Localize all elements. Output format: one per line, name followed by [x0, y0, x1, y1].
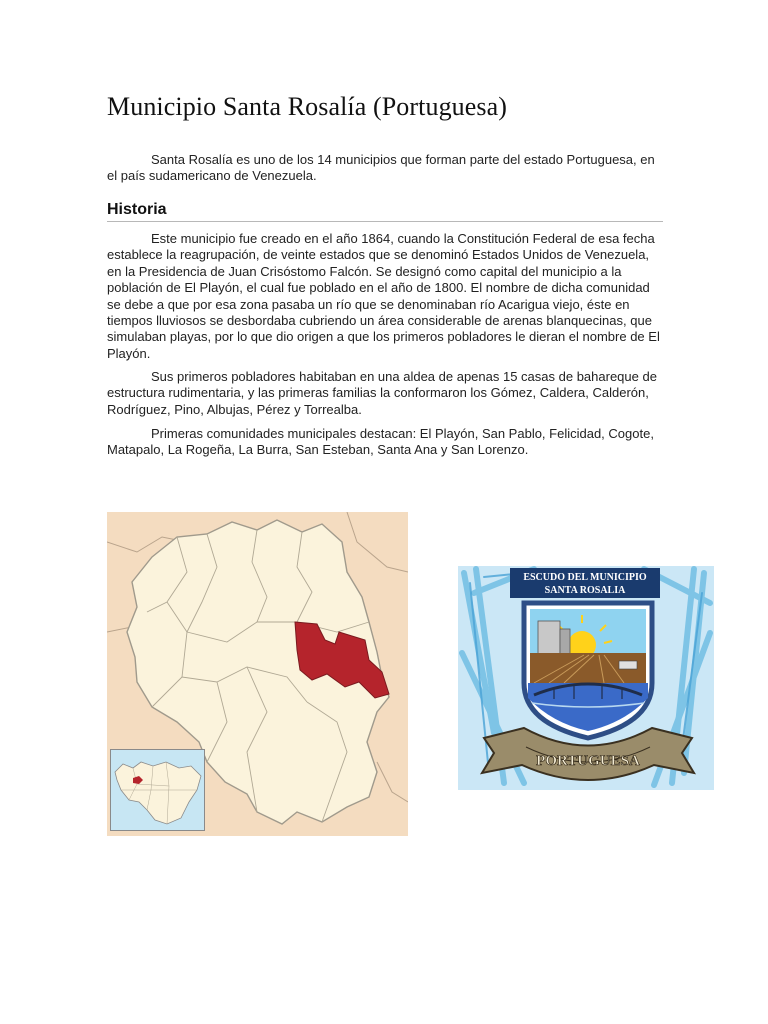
- venezuela-inset-map: [110, 749, 205, 831]
- page-title: Municipio Santa Rosalía (Portuguesa): [107, 92, 508, 121]
- crest-ribbon-text: PORTUGUESA: [536, 753, 640, 769]
- crest-banner-line-1: ESCUDO DEL MUNICIPIO: [523, 572, 647, 583]
- location-map-image: [107, 512, 408, 836]
- historia-paragraph-2: Sus primeros pobladores habitaban en una aldea de apenas 15 casas de bahareque de estructura rudimentaria, y las primeras familias la conformaron los Gómez, Caldera, Calderón, Rodríguez, Pino, Albujas, Pérez y Torrealba.: [107, 369, 657, 417]
- crest-banner-line-2: SANTA ROSALIA: [544, 585, 626, 596]
- venezuela-inset-icon: [111, 750, 204, 830]
- intro-paragraph: Santa Rosalía es uno de los 14 municipios que forman parte del estado Portuguesa, en el país sudamericano de Venezuela.: [107, 152, 655, 184]
- coat-of-arms-image: [414, 533, 730, 808]
- historia-paragraph-1: Este municipio fue creado en el año 1864, cuando la Constitución Federal de esa fecha establece la reagrupación, de veinte estados que se denominó Estados Unidos de Venezuela, en la Presidencia de Juan Crisóstomo Falcón. Se designó como capital del municipio a la población de El Playón, el cual fue poblado en el año de 1800. El nombre de dicha comunidad se debe a que por esa zona pasaba un río que se denominaban río Acarigua viejo, éste en tiempos lluviosos se desbordaba cubriendo un área considerable de arenas blanquecinas, que simulaban playas, por lo que dio origen a que los primeros pobladores le dieran el nombre de El Playón.: [107, 231, 660, 361]
- coat-of-arms-icon: [414, 533, 730, 808]
- historia-paragraph-3: Primeras comunidades municipales destacan: El Playón, San Pablo, Felicidad, Cogote, Matapalo, La Rogeña, La Burra, San Esteban, Santa Ana y San Lorenzo.: [107, 426, 654, 458]
- section-heading-historia: Historia: [107, 201, 663, 222]
